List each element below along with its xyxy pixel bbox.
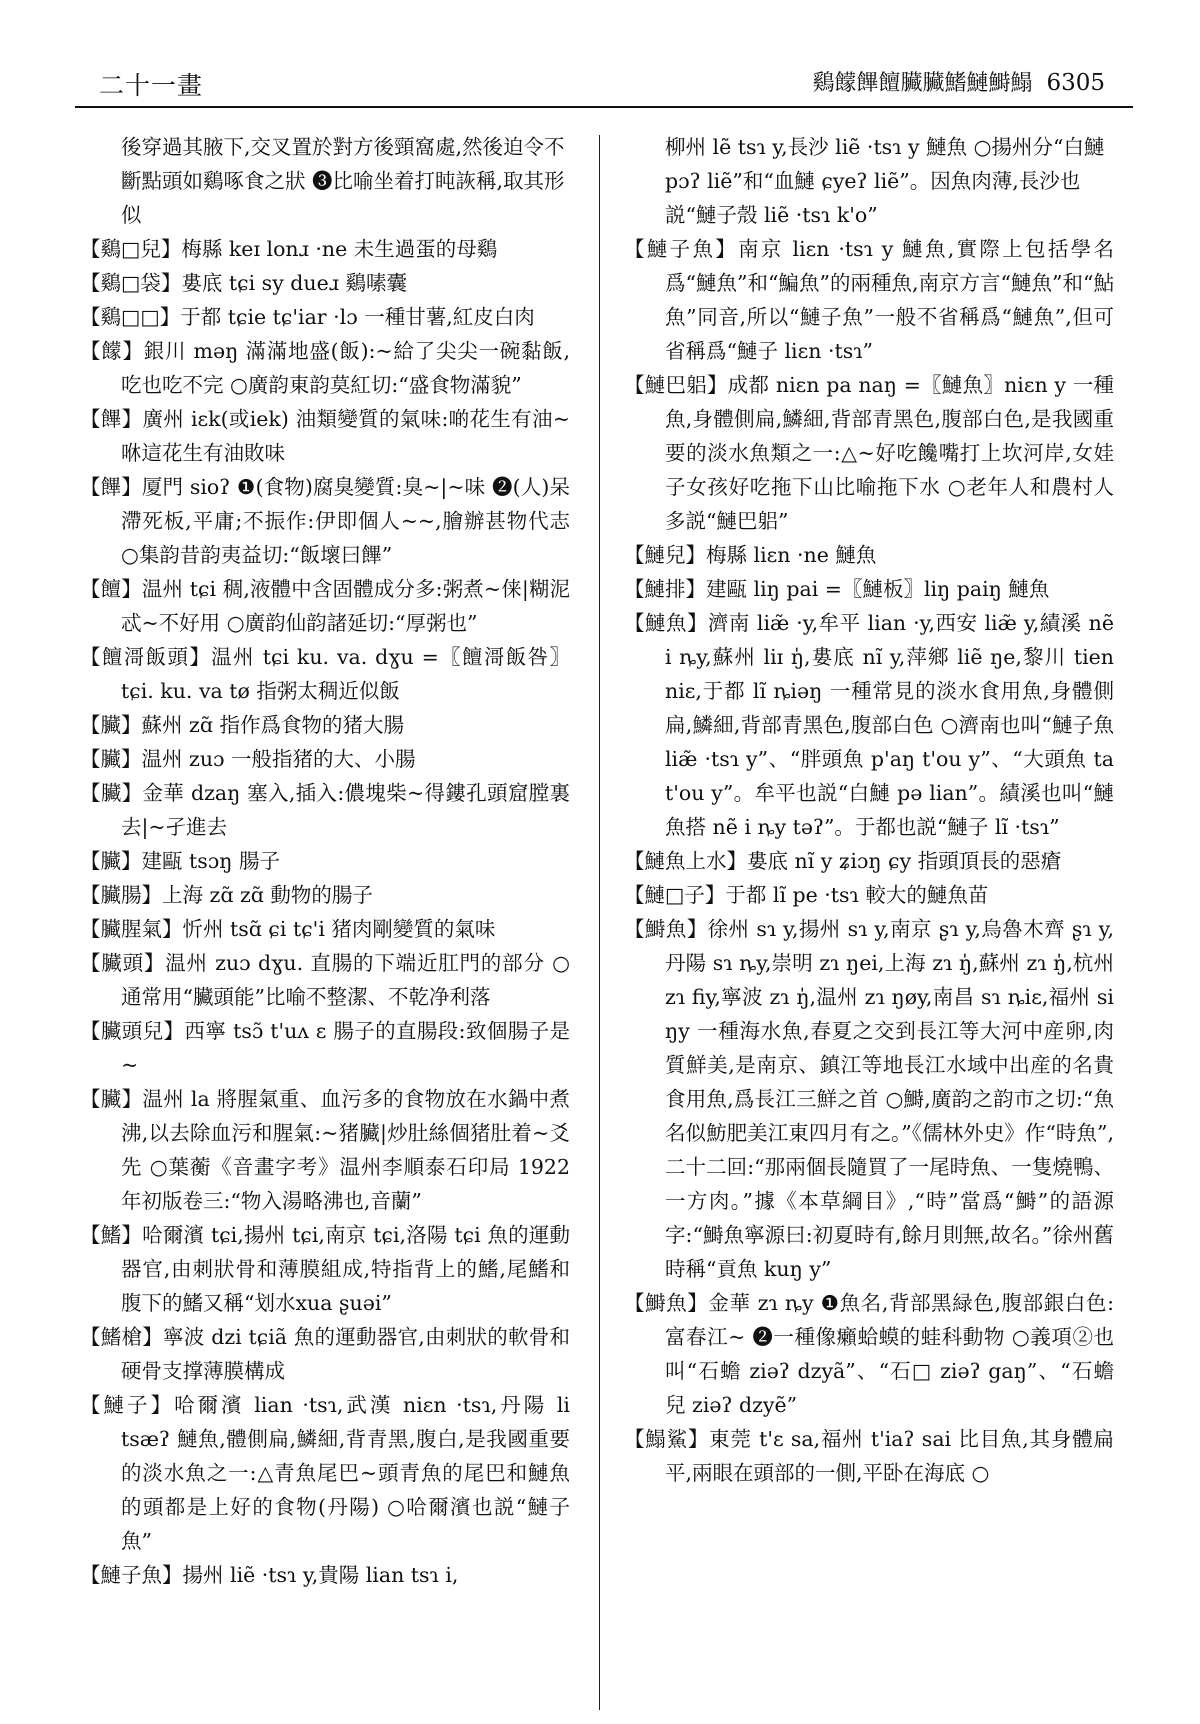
dictionary-entry: 【饘】温州 tɕi 稠,液體中含固體成分多:粥煮~俫|糊泥忒~不好用 ○廣韵仙韵諸延切:“厚粥也” xyxy=(80,577,570,635)
dictionary-entry: 【鰱子魚】南京 liɛn ·tsɿ y 鰱魚,實際上包括學名爲“鰱魚”和“鯿魚”的兩種魚,南京方言“鰱魚”和“鮎魚”同音,所以“鰱子魚”一般不省稱爲“鰱魚”,但可省稱爲“鰱子 liɛn ·tsɿ” xyxy=(624,237,1114,363)
dictionary-entry: 【饆】廣州 iɛk(或iek) 油類變質的氣味:啲花生有油~咻這花生有油敗味 xyxy=(80,407,570,465)
dictionary-entry: 【臟頭兒】西寧 tsɔ̃ t'uʌ ɛ 腸子的直腸段:致個腸子是~ xyxy=(80,1019,570,1077)
dictionary-entry: 【鷄□袋】婁底 tɕi sy dueɹ 鷄嗉囊 xyxy=(80,271,408,295)
left-column xyxy=(80,130,570,1592)
dictionary-entry: 【臟】建甌 tsɔŋ 腸子 xyxy=(80,849,280,873)
dictionary-entry: 【鰱子魚】揚州 liẽ ·tsɿ y,貴陽 lian tsɿ i, xyxy=(80,1563,459,1587)
dictionary-entry: 【鰣魚】徐州 sɿ y,揚州 sɿ y,南京 ʂɿ y,烏魯木齊 ʂɿ y,丹陽 sɿ ȵy,崇明 zɿ ŋei,上海 zɿ ŋ̍,蘇州 zɿ ŋ̍,杭州 zɿ fiy,寧波 zɿ ŋ̍,温州 zɿ ŋøy,南昌 sɿ ȵiɛ,福州 si ŋy 一種海水魚,春夏之交到長江等大河中産卵,肉質鮮美,是南京、鎮江等地長江水域中出産的名貴食用魚,爲長江三鮮之首 ○鰣,廣韵之韵市之切:“魚名似魴肥美江東四月有之。”《儒林外史》作“時魚”,二十二回:“那兩個長隨買了一尾時魚、一隻燒鴨、一方肉。”據《本草綱目》,“時”當爲“鰣”的語源字:“鰣魚寧源曰:初夏時有,餘月則無,故名。”徐州舊時稱“貢魚 kuŋ y” xyxy=(624,917,1114,1281)
dictionary-entry: 【鰱魚】濟南 liæ̃ ·y,牟平 lian ·y,西安 liæ̃ y,績溪 nẽ i ȵy,蘇州 liɪ ŋ̍,婁底 nĩ y,萍鄉 liẽ ŋe,黎川 tien niɛ,于都 lĩ ȵiəŋ 一種常見的淡水食用魚,身體側扁,鱗細,背部青黑色,腹部白色 ○濟南也叫“鰱子魚 liæ̃ ·tsɿ y”、“胖頭魚 p'aŋ t'ou y”、“大頭魚 ta t'ou y”。牟平也説“白鰱 pə lian”。績溪也叫“鰱魚搭 nẽ i ȵy təʔ”。于都也説“鰱子 lĩ ·tsɿ” xyxy=(624,611,1114,839)
entry-continuation: 柳州 lẽ tsɿ y,長沙 liẽ ·tsɿ y 鰱魚 ○揚州分“白鰱 pɔʔ liẽ”和“血鰱 ɕyeʔ liẽ”。因魚肉薄,長沙也説“鰱子殼 liẽ ·tsɿ k'o” xyxy=(665,135,1105,227)
page-number: 6305 xyxy=(1046,70,1105,96)
dictionary-entry: 【鰭槍】寧波 dzi tɕiã 魚的運動器官,由刺狀的軟骨和硬骨支撑薄膜構成 xyxy=(80,1325,570,1383)
dictionary-entry: 【饘滒飯頭】温州 tɕi ku. va. dɣu =〖饘滒飯咎〗tɕi. ku. va tø 指粥太稠近似飯 xyxy=(80,645,570,703)
dictionary-entry: 【鰭】哈爾濱 tɕi,揚州 tɕi,南京 tɕi,洛陽 tɕi 魚的運動器官,由刺狀骨和薄膜組成,特指背上的鰭,尾鰭和腹下的鰭又稱“划水xua ʂuəi” xyxy=(80,1223,570,1315)
entry-continuation: 後穿過其腋下,交叉置於對方後頸窩處,然後迫令不斷點頭如鷄啄食之狀 ❸比喻坐着打盹詼稱,取其形似 xyxy=(121,135,565,227)
dictionary-entry: 【臟】温州 zuɔ 一般指猪的大、小腸 xyxy=(80,747,416,771)
header-index xyxy=(812,66,1105,97)
header-rule xyxy=(75,106,1133,108)
dictionary-entry: 【饛】銀川 məŋ 滿滿地盛(飯):~給了尖尖一碗黏飯,吃也吃不完 ○廣韵東韵莫紅切:“盛食物滿貌” xyxy=(80,339,570,397)
dictionary-entry: 【鷄□□】于都 tɕie tɕ'iar ·lɔ 一種甘薯,紅皮白肉 xyxy=(80,305,535,329)
dictionary-entry: 【鰱排】建甌 liŋ pai =〖鰱板〗liŋ paiŋ 鰱魚 xyxy=(624,577,1050,601)
page-header xyxy=(75,58,1133,106)
column-divider xyxy=(599,135,600,1710)
dictionary-entry: 【臟頭】温州 zuɔ dɣu. 直腸的下端近肛門的部分 ○通常用“臟頭能”比喻不整潔、不乾净利落 xyxy=(80,951,570,1009)
section-title: 二十一畫 xyxy=(99,71,204,100)
dictionary-entry: 【鰱□子】于都 lĩ pe ·tsɿ 較大的鰱魚苗 xyxy=(624,883,989,907)
dictionary-entry: 【鰱子】哈爾濱 lian ·tsɿ,武漢 niɛn ·tsɿ,丹陽 li tsæʔ 鰱魚,體側扁,鱗細,背青黑,腹白,是我國重要的淡水魚之一:△青魚尾巴~頭青魚的尾巴和鰱魚的頭都是上好的食物(丹陽) ○哈爾濱也説“鰱子魚” xyxy=(80,1393,570,1553)
dictionary-entry: 【鷄□兒】梅縣 keɪ lonɹ ·ne 未生過蛋的母鷄 xyxy=(80,237,498,261)
dictionary-entry: 【鰱巴躳】成都 niɛn pa naŋ =〖鰱魚〗niɛn y 一種魚,身體側扁,鱗細,背部青黑色,腹部白色,是我國重要的淡水魚類之一:△~好吃饞嘴打上坎河岸,女娃子女孩好吃拖下山比喻拖下水 ○老年人和農村人多説“鰱巴躳” xyxy=(624,373,1114,533)
dictionary-entry: 【鰱魚上水】婁底 nĩ y ʑiɔŋ ɕy 指頭頂長的惡瘡 xyxy=(624,849,1062,873)
dictionary-entry: 【鰱兒】梅縣 liɛn ·ne 鰱魚 xyxy=(624,543,877,567)
dictionary-entry: 【鰣魚】金華 zɿ ȵy ❶魚名,背部黑緑色,腹部銀白色:富春江~ ❷一種像癩蛤蟆的蛙科動物 ○義項②也叫“石蟾 ziəʔ dzyã”、“石□ ziəʔ gaŋ”、“石蟾兒 ziəʔ dzyẽ” xyxy=(624,1291,1114,1417)
header-characters: 鷄饛饆饘臟臟鰭鰱鰣鰨 xyxy=(812,71,1033,96)
dictionary-entry: 【臟】蘇州 zɑ̃ 指作爲食物的猪大腸 xyxy=(80,713,404,737)
dictionary-entry: 【臟腥氣】忻州 tsɑ̃ ɕi tɕ'i 猪肉剛變質的氣味 xyxy=(80,917,496,941)
dictionary-entry: 【臟】温州 la 將腥氣重、血污多的食物放在水鍋中煮沸,以去除血污和腥氣:~猪臟|炒肚絲個猪肚着~爻先 ○葉蘅《音畫字考》温州李順泰石印局 1922年初版卷三:“物入湯略沸也,音蘭” xyxy=(80,1087,570,1213)
dictionary-entry: 【臟】金華 dzaŋ 塞入,插入:儂塊柴~得鏤孔頭窟膛裏去|~孑進去 xyxy=(80,781,570,839)
right-column xyxy=(624,130,1114,1490)
dictionary-entry: 【臟腸】上海 zɑ̃ zɑ̃ 動物的腸子 xyxy=(80,883,373,907)
dictionary-entry: 【饆】厦門 sioʔ ❶(食物)腐臭變質:臭~|~味 ❷(人)呆滯死板,平庸;不振作:伊即個人~~,膾辦甚物代志 ○集韵昔韵夷益切:“飯壞曰饆” xyxy=(80,475,570,567)
dictionary-entry: 【鰨鯊】東莞 t'ɛ sa,福州 t'iaʔ sai 比目魚,其身體扁平,兩眼在頭部的一側,平卧在海底 ○ xyxy=(624,1427,1114,1485)
